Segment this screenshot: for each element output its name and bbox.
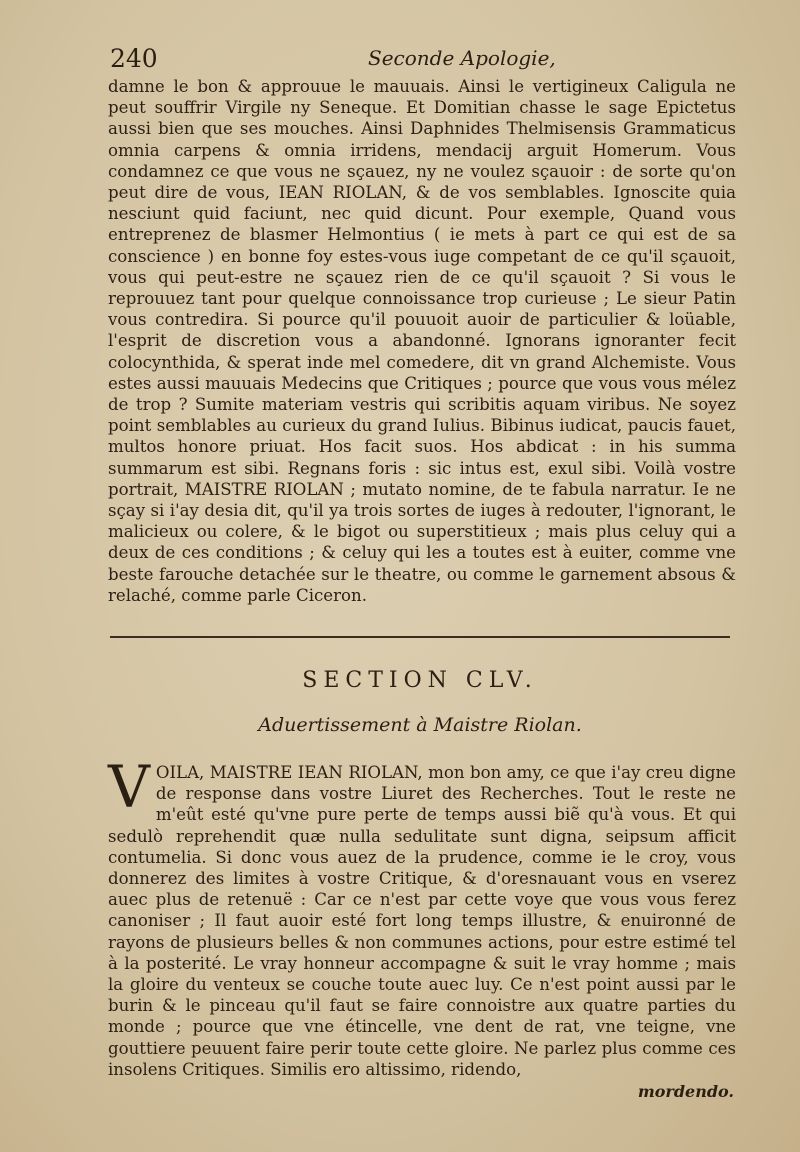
drop-cap: V [108,753,150,821]
continued-text-block [108,76,736,606]
section-subtitle: Aduertissement à Maistre Riolan. [258,714,582,736]
section-body [108,753,736,1080]
section-title: SECTION CLV. [302,668,538,693]
body-text: OILA, MAISTRE IEAN RIOLAN, mon bon amy, ce que i'ay creu digne de response dans vostre Liuret des Recherches. Tout le reste ne m'eût esté qu'vne pure perte de temps aussi biẽ qu'à vous. Et qui sedulò reprehendit quæ nulla sedulitate sunt digna, seipsum afficit contumelia. Si donc vous auez de la prudence, comme ie le croy, vous donnerez des limites à vostre Critique, & d'oresnauant vous en vserez auec plus de retenuë : Car ce n'est par cette voye que vous vous ferez canoniser ; Il faut auoir esté fort long temps illustre, & enuironné de rayons de plusieurs belles & non communes actions, pour estre estimé tel à la posterité. Le vray honneur accompagne & suit le vray homme ; mais la gloire du venteux se couche toute auec luy. Ce n'est point aussi par le burin & le pinceau qu'il faut se faire connoistre aux quatre parties du monde ; pource que vne étincelle, vne dent de rat, vne teigne, vne gouttiere peuuent faire perir toute cette gloire. Ne parlez plus comme ces insolens Critiques. Similis ero altissimo, ridendo, [108,763,736,1079]
running-title: Seconde Apologie, [368,46,556,70]
closing-line: mordendo. [637,1082,734,1101]
continued-paragraph: damne le bon & approuue le mauuais. Ainsi le vertigineux Caligula ne peut souffrir Virgile ny Seneque. Et Domitian chasse le sage Epictetus aussi bien que ses mouches. Ainsi Daphnides Thelmisensis Grammaticus omnia carpens & omnia irridens, mendacij arguit Homerum. Vous condamnez ce que vous ne sçauez, ny ne voulez sçauoir : de sorte qu'on peut dire de vous, IEAN RIOLAN, & de vos semblables. Ignoscite quia nesciunt quid faciunt, nec quid dicunt. Pour exemple, Quand vous entreprenez de blasmer Helmontius ( ie mets à part ce qui est de sa conscience ) en bonne foy estes-vous iuge competant de ce qu'il sçauoit, vous qui peut-estre ne sçauez rien de ce qu'il sçauoit ? Si vous le reprouuez tant pour quelque connoissance trop curieuse ; Le sieur Patin vous contredira. Si pource qu'il pouuoit auoir de particulier & loüable, l'esprit de discretion vous a abandonné. Ignorans ignoranter fecit colocynthida, & sperat inde mel comedere, dit vn grand Alchemiste. Vous estes aussi mauuais Medecins que Critiques ; pource que vous vous mélez de trop ? Sumite materiam vestris qui scribitis aquam viribus. Ne soyez point semblables au curieux du grand Iulius. Bibinus iudicat, paucis fauet, multos honore priuat. Hos facit suos. Hos abdicat : in his summa summarum est sibi. Regnans foris : sic intus est, exul sibi. Voilà vostre portrait, MAISTRE RIOLAN ; mutato nomine, de te fabula narratur. Ie ne sçay si i'ay desia dit, qu'il ya trois sortes de iuges à redouter, l'ignorant, le malicieux ou colere, & le bigot ou superstitieux ; mais plus celuy qui a deux de ces conditions ; & celuy qui les a toutes est à euiter, comme vne beste farouche detachée sur le theatre, ou comme le garnement absous & relaché, comme parle Ciceron. [108,77,736,605]
page-header [110,44,730,74]
body-paragraph [108,753,736,1080]
section-divider-rule [110,636,730,638]
page-number: 240 [110,44,158,73]
